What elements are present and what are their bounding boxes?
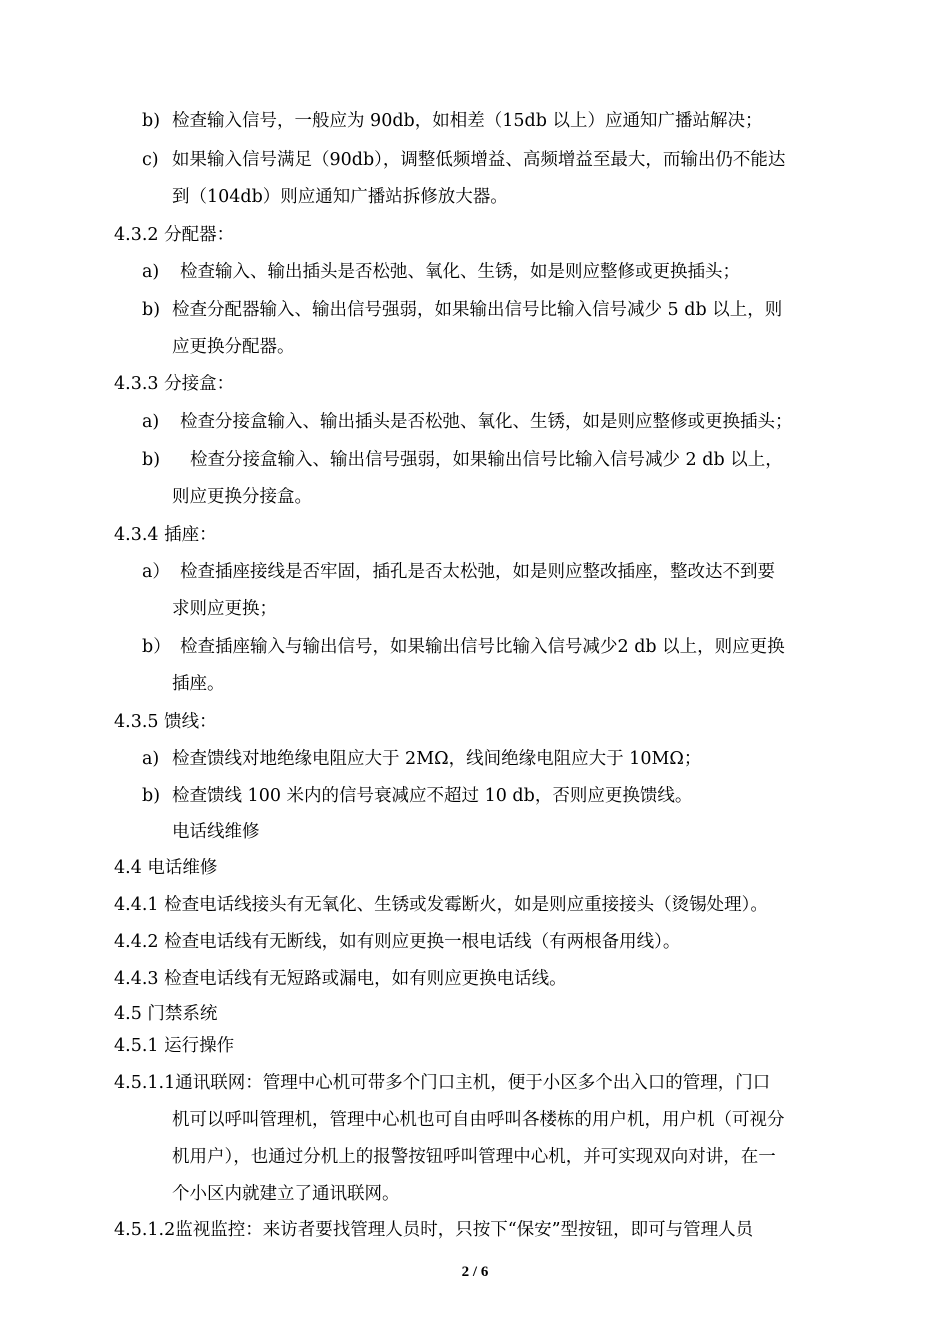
text-line: a) 检查输入、输出插头是否松弛、氧化、生锈，如是则应整修或更换插头； bbox=[142, 262, 740, 282]
text-line: 插座。 bbox=[172, 674, 225, 694]
text-line: 4.4.1 检查电话线接头有无氧化、生锈或发霉断火，如是则应重接接头（烫锡处理）。 bbox=[114, 895, 768, 915]
text-line: 机可以呼叫管理机，管理中心机也可自由呼叫各楼栋的用户机，用户机（可视分 bbox=[172, 1110, 785, 1130]
text-line: 应更换分配器。 bbox=[172, 337, 295, 357]
text-line: a) 检查馈线对地绝缘电阻应大于 2MΩ，线间绝缘电阻应大于 10MΩ； bbox=[142, 749, 702, 769]
page-number: 2 / 6 bbox=[461, 1264, 489, 1280]
section-heading: 4.3.3 分接盒： bbox=[114, 374, 235, 394]
text-line: b) 检查输入信号，一般应为 90db，如相差（15db 以上）应通知广播站解决； bbox=[142, 111, 763, 131]
text-line: b) 检查馈线 100 米内的信号衰减应不超过 10 db，否则应更换馈线。 bbox=[142, 786, 693, 806]
text-line: 4.4.2 检查电话线有无断线，如有则应更换一根电话线（有两根备用线）。 bbox=[114, 932, 681, 952]
text-line: b) 检查分接盒输入、输出信号强弱，如果输出信号比输入信号减少 2 db 以上， bbox=[142, 450, 783, 470]
text-line: a) 检查分接盒输入、输出插头是否松弛、氧化、生锈，如是则应整修或更换插头； bbox=[142, 412, 793, 432]
section-heading: 4.3.4 插座： bbox=[114, 525, 217, 545]
text-line: 机用户），也通过分机上的报警按钮呼叫管理中心机，并可实现双向对讲，在一 bbox=[172, 1147, 776, 1167]
section-heading: 4.5 门禁系统 bbox=[114, 1004, 218, 1024]
text-line: 求则应更换； bbox=[172, 599, 277, 619]
section-heading: 4.3.5 馈线： bbox=[114, 712, 217, 732]
text-line: c) 如果输入信号满足（90db），调整低频增益、高频增益至最大，而输出仍不能达 bbox=[142, 150, 786, 170]
text-line: 4.5.1.2监视监控：来访者要找管理人员时，只按下“保安”型按钮，即可与管理人员 bbox=[114, 1220, 754, 1240]
text-line: 到（104db）则应通知广播站拆修放大器。 bbox=[172, 187, 508, 207]
section-heading: 4.5.1 运行操作 bbox=[114, 1036, 235, 1056]
text-line: b） 检查插座输入与输出信号，如果输出信号比输入信号减少2 db 以上，则应更换 bbox=[142, 637, 785, 657]
text-line: b) 检查分配器输入、输出信号强弱，如果输出信号比输入信号减少 5 db 以上，则 bbox=[142, 300, 783, 320]
text-line: 4.4.3 检查电话线有无短路或漏电，如有则应更换电话线。 bbox=[114, 969, 567, 989]
section-heading: 4.3.2 分配器： bbox=[114, 225, 235, 245]
text-line: 则应更换分接盒。 bbox=[172, 487, 312, 507]
text-line: 4.5.1.1通讯联网：管理中心机可带多个门口主机，便于小区多个出入口的管理，门口 bbox=[114, 1073, 771, 1093]
section-heading: 4.4 电话维修 bbox=[114, 858, 218, 878]
text-line: a） 检查插座接线是否牢固，插孔是否太松弛，如是则应整改插座，整改达不到要 bbox=[142, 562, 775, 582]
text-line: 电话线维修 bbox=[172, 822, 260, 842]
text-line: 个小区内就建立了通讯联网。 bbox=[172, 1184, 400, 1204]
